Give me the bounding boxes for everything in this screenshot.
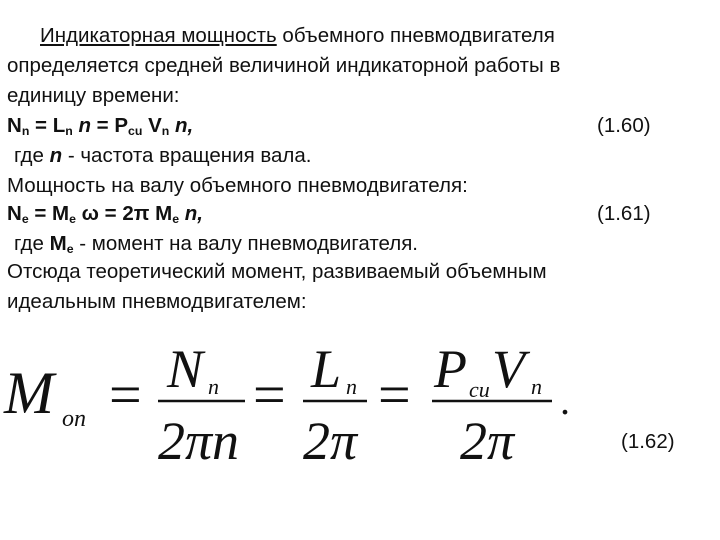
eq61-eq1: = bbox=[28, 202, 53, 225]
eq62-f3-num-P: P bbox=[434, 339, 467, 399]
eq60-n2: n, bbox=[169, 114, 194, 137]
eq61-omega: ω bbox=[75, 202, 99, 225]
eq62-f2-den: 2π bbox=[303, 411, 358, 471]
eq62-f3-num-V-sub: n bbox=[531, 374, 542, 399]
line-8-post: - момент на валу пневмодвигателя. bbox=[73, 232, 418, 255]
equation-number-1-60: (1.60) bbox=[597, 114, 651, 137]
line-2: определяется средней величиной индикаторной работы в bbox=[7, 54, 561, 77]
line-6: Мощность на валу объемного пневмодвигателя: bbox=[7, 174, 468, 197]
eq60-P-sub: cu bbox=[128, 124, 143, 139]
line-10: идеальным пневмодвигателем: bbox=[7, 290, 307, 313]
eq62-equals-3: = bbox=[378, 362, 411, 427]
eq61-M-sub: e bbox=[69, 212, 76, 227]
eq60-L: L bbox=[52, 114, 66, 137]
eq62-f3-num-V: V bbox=[492, 339, 525, 399]
eq60-eq1: = bbox=[29, 114, 53, 137]
equation-1-60 bbox=[7, 116, 193, 137]
indicator-power-term: Индикаторная мощность bbox=[40, 24, 277, 47]
eq60-V-sub: n bbox=[161, 124, 170, 139]
equation-number-1-62: (1.62) bbox=[621, 430, 675, 453]
eq62-f2-num-sub: n bbox=[346, 374, 357, 399]
eq61-n: n, bbox=[179, 202, 203, 225]
line-5 bbox=[14, 146, 312, 167]
line-5-var-n: n bbox=[49, 144, 63, 167]
eq61-N-sub: e bbox=[21, 212, 29, 227]
eq61-M2-sub: e bbox=[172, 212, 180, 227]
eq62-f1-num-sub: n bbox=[208, 374, 219, 399]
equation-1-61 bbox=[7, 204, 203, 225]
eq62-end-dot: . bbox=[560, 378, 570, 423]
eq62-f3-den: 2π bbox=[460, 411, 515, 471]
line-9: Отсюда теоретический момент, развиваемый объемным bbox=[7, 260, 547, 283]
equation-number-1-61: (1.61) bbox=[597, 202, 651, 225]
eq60-P: P bbox=[114, 114, 129, 137]
eq61-M: M bbox=[52, 202, 70, 225]
eq60-N-sub: n bbox=[21, 124, 30, 139]
eq62-equals-1: = bbox=[109, 362, 142, 427]
line-8-var-M: M bbox=[49, 232, 67, 255]
eq61-N: N bbox=[7, 202, 22, 225]
eq62-f1-den: 2πn bbox=[158, 411, 240, 471]
eq62-M: M bbox=[4, 360, 54, 426]
eq60-L-sub: n bbox=[65, 124, 73, 139]
line-5-pre: где bbox=[14, 144, 50, 167]
line-1-rest: объемного пневмодвигателя bbox=[276, 24, 555, 47]
eq61-twopi: 2π bbox=[122, 202, 150, 225]
eq60-V: V bbox=[142, 114, 162, 137]
line-8 bbox=[14, 234, 418, 255]
eq61-eq2: = bbox=[98, 202, 123, 225]
eq62-M-sub: оп bbox=[62, 406, 86, 432]
eq62-f2-num: L bbox=[311, 339, 342, 399]
line-1 bbox=[40, 26, 555, 47]
eq61-M2: M bbox=[149, 202, 173, 225]
eq62-f1-num: N bbox=[167, 339, 204, 399]
line-8-var-sub: e bbox=[66, 242, 74, 257]
eq62-f3-num-P-sub: cu bbox=[469, 377, 490, 402]
equation-1-62 bbox=[0, 330, 720, 490]
eq60-n1: n bbox=[72, 114, 91, 137]
line-8-pre: где bbox=[14, 232, 50, 255]
line-3: единицу времени: bbox=[7, 84, 180, 107]
line-5-post: - частота вращения вала. bbox=[62, 144, 312, 167]
eq62-equals-2: = bbox=[253, 362, 286, 427]
eq60-eq2: = bbox=[90, 114, 115, 137]
eq60-N: N bbox=[7, 114, 22, 137]
